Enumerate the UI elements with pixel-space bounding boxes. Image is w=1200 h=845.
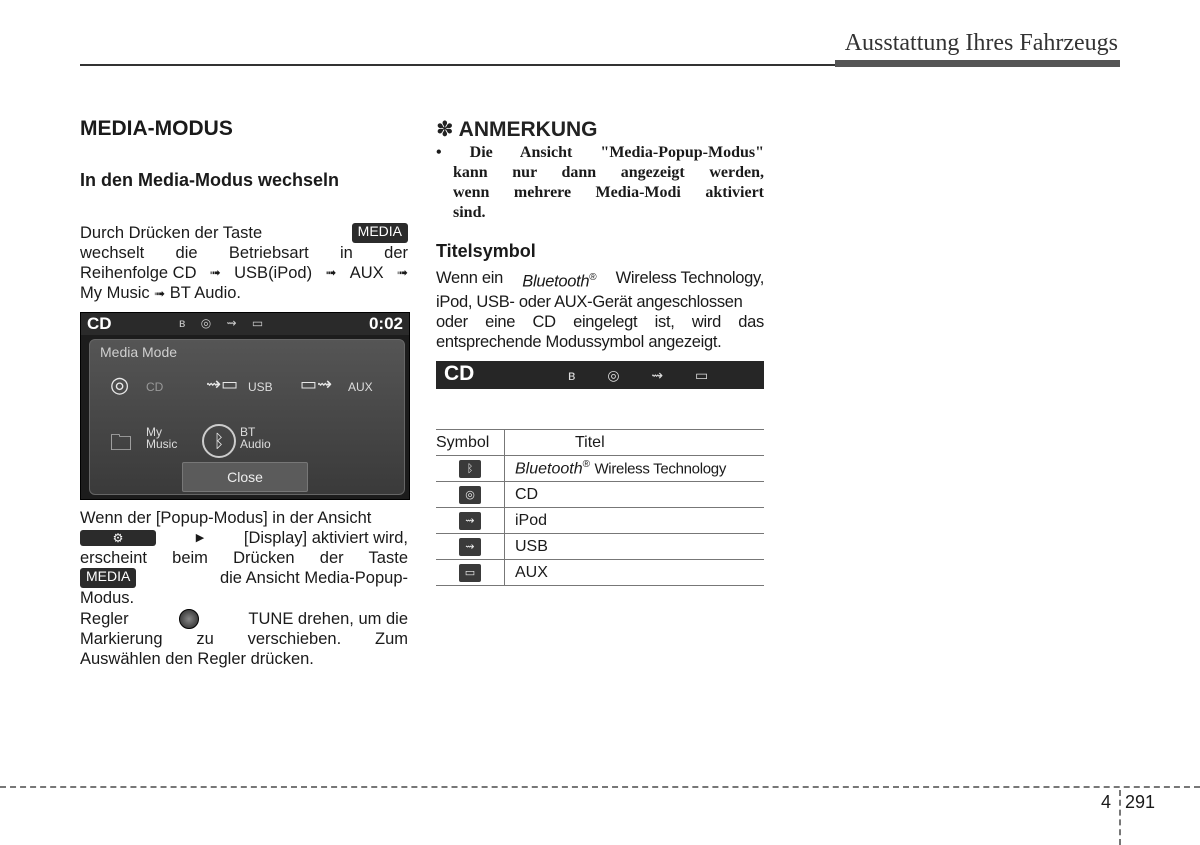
popup-title: Media Mode — [100, 344, 178, 360]
text: oder eine CD eingelegt ist, wird das — [436, 312, 764, 331]
table-row — [436, 456, 764, 482]
chapter-number: 4 — [1101, 792, 1112, 812]
footer-divider — [1119, 790, 1121, 845]
bluetooth-icon: ᛒ — [459, 460, 481, 478]
status-mode-label: CD — [444, 362, 475, 385]
title-cell: USB — [505, 534, 765, 560]
header-rule — [80, 64, 835, 66]
screen-status-bar — [81, 313, 409, 335]
text: Regler — [80, 610, 129, 628]
symbol-cell — [436, 534, 505, 560]
table-row — [436, 560, 764, 586]
table-header-row — [436, 430, 764, 456]
mode-status-bar — [436, 361, 764, 389]
arrow-icon: ➟ — [325, 265, 337, 280]
page-number: 291 — [1125, 792, 1156, 812]
titelsymbol-paragraph — [436, 268, 764, 352]
symbol-cell — [436, 508, 505, 534]
text: Music — [146, 437, 178, 451]
text: Markierung zu verschieben. Zum — [80, 630, 408, 648]
paragraph-popup-mode — [80, 508, 408, 608]
section-heading: MEDIA-MODUS — [80, 117, 233, 140]
text: Auswählen den Regler drücken. — [80, 650, 314, 668]
status-icons: ʙ ◎ ⇝ ▭ — [568, 367, 723, 383]
text: TUNE drehen, um die — [248, 610, 408, 628]
text: [Display] aktiviert wird, — [243, 529, 408, 547]
usb-icon: ⇝▭ — [206, 374, 239, 394]
arrow-icon: ➟ — [397, 265, 408, 280]
titelsymbol-heading: Titelsymbol — [436, 241, 536, 261]
status-icons: ʙ ◎ ⇝ ▭ — [179, 316, 270, 330]
screen-mode-label: CD — [87, 314, 112, 333]
title-cell: CD — [505, 482, 765, 508]
text: die Ansicht Media-Popup- — [219, 569, 408, 587]
text: Wireless Technology — [594, 460, 727, 478]
text: USB(iPod) — [234, 264, 313, 282]
gear-icon: ⚙ — [80, 530, 156, 546]
title-cell: AUX — [505, 560, 765, 586]
text: AUX — [349, 264, 384, 282]
paragraph-mode-sequence — [80, 223, 408, 304]
symbol-cell — [436, 482, 505, 508]
aux-icon: ▭ — [459, 564, 481, 582]
text: wenn mehrere Media-Modi aktiviert — [453, 184, 764, 201]
text: Reihenfolge CD — [80, 264, 197, 282]
bluetooth-icon: ᛒ — [202, 424, 236, 458]
folder-icon: 🗀 — [110, 430, 133, 455]
table-row — [436, 482, 764, 508]
text: Audio — [240, 437, 271, 451]
tune-knob-icon — [179, 609, 199, 629]
text: • Die Ansicht "Media-Popup-Modus" — [436, 144, 764, 161]
table-row — [436, 508, 764, 534]
triangle-right-icon: ▶ — [195, 532, 205, 544]
title-cell — [505, 456, 765, 482]
usb-label: USB — [248, 380, 273, 394]
text: BT — [240, 425, 256, 439]
screen-time: 0:02 — [368, 314, 403, 333]
subsection-heading: In den Media-Modus wechseln — [80, 170, 340, 190]
text: Bluetooth — [515, 460, 583, 478]
note-heading: ✽ ANMERKUNG — [436, 118, 598, 141]
title-cell: iPod — [505, 508, 765, 534]
col-symbol-header: Symbol — [436, 430, 505, 456]
bt-audio-label — [240, 426, 271, 450]
arrow-icon: ➟ — [154, 286, 166, 301]
media-button-label: MEDIA — [80, 568, 136, 588]
symbol-cell — [436, 560, 505, 586]
text: Wireless Technology, — [615, 269, 764, 287]
text: Wenn der [Popup-Modus] in der Ansicht — [80, 509, 372, 527]
col-title-header: Titel — [505, 430, 765, 456]
text: kann nur dann angezeigt werden, — [453, 164, 764, 181]
text: My Music — [80, 284, 150, 302]
text: erscheint beim Drücken der Taste — [80, 549, 408, 567]
my-music-label — [146, 426, 177, 450]
media-mode-screen — [80, 312, 410, 500]
note-body — [436, 143, 764, 223]
usb-icon: ⇝ — [459, 512, 481, 530]
text: Durch Drücken der Taste — [80, 224, 263, 242]
text: Modus. — [80, 589, 135, 607]
arrow-icon: ➟ — [209, 265, 221, 280]
media-mode-popup — [89, 339, 405, 495]
text: ® — [589, 272, 597, 283]
text: Wenn ein — [436, 269, 504, 287]
cd-icon: ◎ — [110, 372, 130, 397]
symbol-cell — [436, 456, 505, 482]
text: ® — [582, 458, 590, 470]
close-button[interactable]: Close — [182, 462, 308, 492]
text: sind. — [453, 204, 486, 221]
text: My — [146, 425, 162, 439]
text: wechselt die Betriebsart in der — [80, 244, 408, 262]
cd-icon: ◎ — [459, 486, 481, 504]
aux-label: AUX — [348, 380, 373, 394]
text: Bluetooth — [522, 272, 590, 291]
text: BT Audio. — [169, 284, 242, 302]
header-rule-thick — [835, 60, 1120, 67]
running-header: Ausstattung Ihres Fahrzeugs — [844, 30, 1118, 56]
symbol-table — [436, 429, 764, 586]
aux-icon: ▭⇝ — [300, 374, 333, 394]
text: iPod, USB- oder AUX-Gerät angeschlossen — [436, 292, 743, 311]
usb-icon: ⇝ — [459, 538, 481, 556]
cd-label: CD — [146, 380, 164, 394]
table-row — [436, 534, 764, 560]
text: entsprechende Modussymbol angezeigt. — [436, 332, 722, 351]
media-button-label: MEDIA — [352, 223, 408, 243]
footer-rule — [0, 786, 1200, 788]
paragraph-tune — [80, 609, 408, 669]
